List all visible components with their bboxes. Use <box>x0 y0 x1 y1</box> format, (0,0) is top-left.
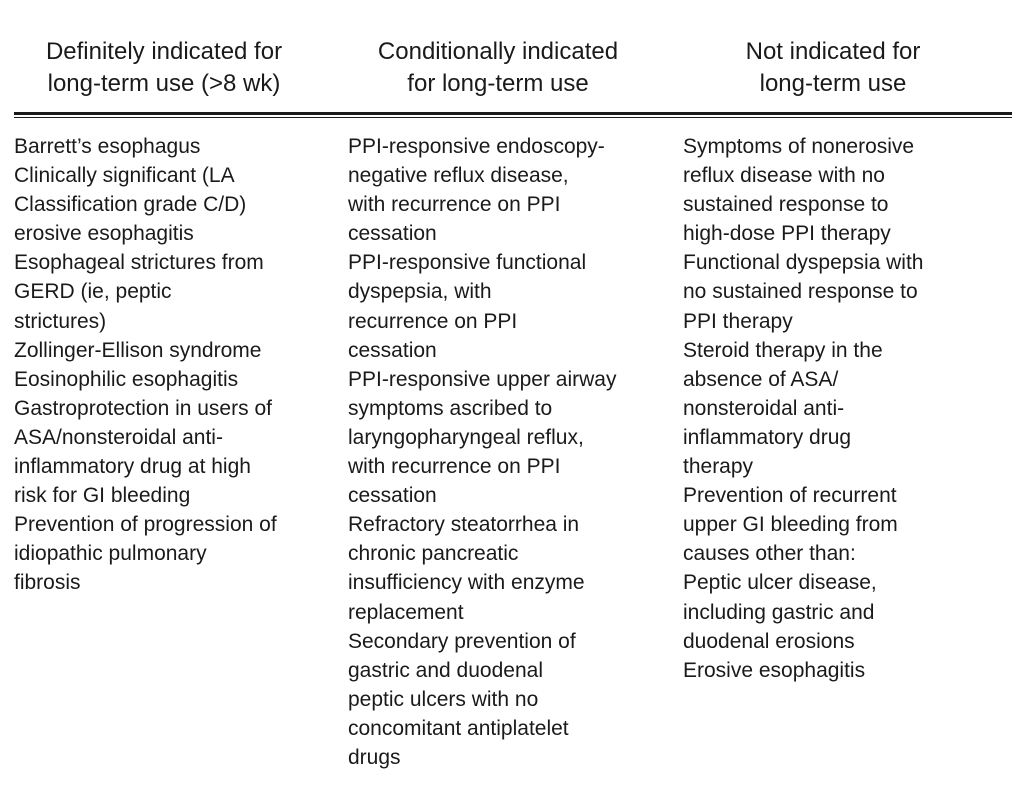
list-item <box>14 161 334 248</box>
list-item-line: ASA/nonsteroidal anti- <box>14 425 223 449</box>
list-item-line: with recurrence on PPI <box>348 193 561 217</box>
list-item-line: nonsteroidal anti- <box>683 396 845 420</box>
list-item-line: Symptoms of nonerosive <box>683 135 915 158</box>
list-item-line: chronic pancreatic <box>348 542 519 566</box>
list-item-line: with recurrence on PPI <box>348 455 561 479</box>
list-item-line: GERD (ie, peptic <box>14 280 172 304</box>
list-item-line: replacement <box>348 600 464 624</box>
list-item-line: absence of ASA/ <box>683 367 839 391</box>
list-item-line: Zollinger-Ellison syndrome <box>14 338 262 362</box>
list-item-line: therapy <box>683 455 754 479</box>
list-item-line: symptoms ascribed to <box>348 396 553 420</box>
list-item-line: Erosive esophagitis <box>683 658 866 682</box>
header-line: long-term use <box>759 70 907 97</box>
list-item-line: sustained response to <box>683 193 889 217</box>
header-line: Not indicated for <box>745 38 921 65</box>
list-item-line: insufficiency with enzyme <box>348 571 585 595</box>
column-conditionally-indicated <box>348 132 668 772</box>
list-item-line: Gastroprotection in users of <box>14 396 272 420</box>
list-item-line: negative reflux disease, <box>348 164 569 188</box>
list-item-line: cessation <box>348 484 437 508</box>
list-item-line: Eosinophilic esophagitis <box>14 367 239 391</box>
list-item-line: no sustained response to <box>683 280 918 304</box>
list-item <box>683 481 1003 568</box>
list-item <box>683 656 1003 685</box>
list-item-line: upper GI bleeding from <box>683 513 898 537</box>
list-item-line: Barrett’s esophagus <box>14 135 201 158</box>
list-item-line: Prevention of progression of <box>14 513 277 537</box>
list-item-line: inflammatory drug <box>683 425 852 449</box>
list-item-line: risk for GI bleeding <box>14 484 191 508</box>
list-item-line: concomitant antiplatelet <box>348 716 569 740</box>
list-item-line: recurrence on PPI <box>348 309 518 333</box>
list-item-line: cessation <box>348 338 437 362</box>
list-item <box>683 132 1003 248</box>
list-item <box>348 627 668 772</box>
list-item <box>683 248 1003 335</box>
list-item-line: fibrosis <box>14 571 81 595</box>
list-item-line: Refractory steatorrhea in <box>348 513 580 537</box>
header-line: long-term use (>8 wk) <box>47 70 281 97</box>
column-definitely-indicated <box>14 132 334 598</box>
list-item-line: Esophageal strictures from <box>14 251 264 275</box>
list-item-line: gastric and duodenal <box>348 658 543 682</box>
header-line: Conditionally indicated <box>377 38 619 65</box>
list-item-line: PPI-responsive functional <box>348 251 587 275</box>
list-item <box>348 510 668 626</box>
list-item-line: idiopathic pulmonary <box>14 542 207 566</box>
list-item-line: peptic ulcers with no <box>348 687 539 711</box>
list-item-line: causes other than: <box>683 542 856 566</box>
list-item-line: Peptic ulcer disease, <box>683 571 877 595</box>
list-item <box>14 510 334 597</box>
list-item <box>348 365 668 510</box>
list-item-line: laryngopharyngeal reflux, <box>348 425 584 449</box>
list-item-line: Secondary prevention of <box>348 629 576 653</box>
list-item <box>14 248 334 335</box>
list-item <box>683 568 1003 655</box>
header-line: Definitely indicated for <box>45 38 283 65</box>
list-item-line: Classification grade C/D) <box>14 193 247 217</box>
header-rule-thick <box>14 112 1012 115</box>
list-item-line: drugs <box>348 745 401 769</box>
list-item-line: PPI therapy <box>683 309 793 333</box>
list-item-line: duodenal erosions <box>683 629 855 653</box>
list-item-line: dyspepsia, with <box>348 280 492 304</box>
list-item <box>348 132 668 248</box>
header-line: for long-term use <box>407 70 589 97</box>
list-item-line: erosive esophagitis <box>14 222 194 246</box>
list-item <box>14 365 334 394</box>
header-rule-thin <box>14 117 1012 118</box>
list-item <box>14 394 334 510</box>
list-item-line: strictures) <box>14 309 107 333</box>
list-item-line: PPI-responsive upper airway <box>348 367 617 391</box>
list-item-line: Clinically significant (LA <box>14 164 235 188</box>
header-not-indicated <box>683 36 983 100</box>
header-definitely-indicated <box>14 36 314 100</box>
list-item-line: reflux disease with no <box>683 164 885 188</box>
list-item <box>14 336 334 365</box>
list-item-line: inflammatory drug at high <box>14 455 251 479</box>
header-conditionally-indicated <box>348 36 648 100</box>
list-item-line: Steroid therapy in the <box>683 338 883 362</box>
column-not-indicated <box>683 132 1003 685</box>
list-item-line: including gastric and <box>683 600 875 624</box>
list-item-line: high-dose PPI therapy <box>683 222 891 246</box>
list-item-line: PPI-responsive endoscopy- <box>348 135 605 158</box>
list-item <box>348 248 668 364</box>
list-item <box>683 336 1003 481</box>
list-item-line: Prevention of recurrent <box>683 484 897 508</box>
list-item-line: Functional dyspepsia with <box>683 251 924 275</box>
list-item <box>14 132 334 161</box>
list-item-line: cessation <box>348 222 437 246</box>
